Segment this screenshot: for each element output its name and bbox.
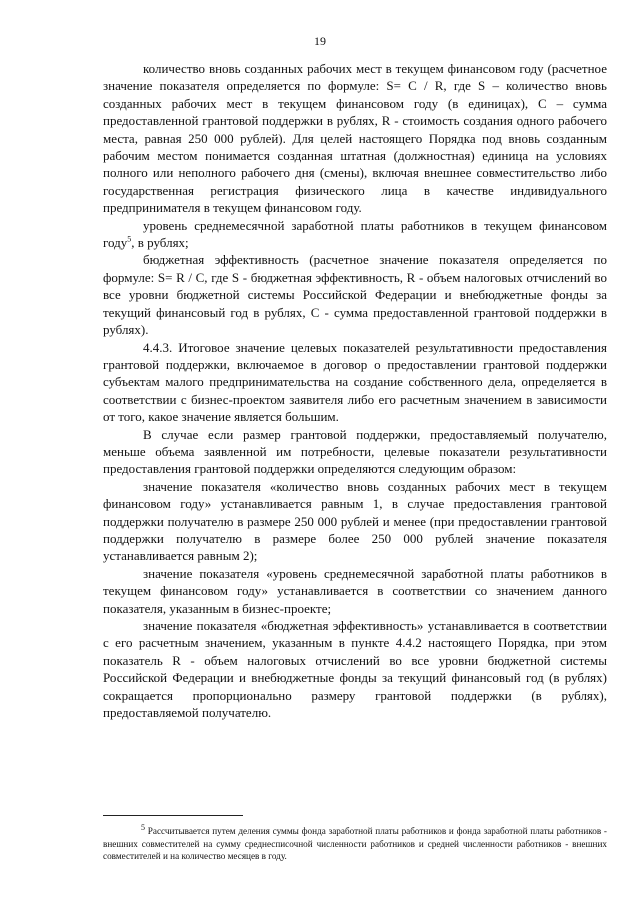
paragraph-text: 4.4.3. Итоговое значение целевых показателей результативности предоставления грантовой поддержки, включаемое в договор о предоставлении грантовой поддержки субъектам малого предпринимательства на создание собственного дела, определяется в соответствии с бизнес-проектом заявителя либо его расчетным значением в зависимости от того, какое значение является большим. [103, 339, 607, 425]
paragraph-jobs-value [103, 478, 607, 565]
body-text [103, 60, 607, 721]
paragraph-text: значение показателя «количество вновь созданных рабочих мест в текущем финансовом году» устанавливается равным 1, в случае предоставления грантовой поддержки получателю в размере 250 000 рублей и менее (при предоставлении грантовой поддержки получателю в размере более 250 000 рублей значение показателя устанавливается равным 2); [103, 478, 607, 564]
paragraph-section-4-4-3 [103, 339, 607, 426]
footnote-text: Рассчитывается путем деления суммы фонда заработной платы работников и фонда заработной платы работников - внешних совместителей на сумму среднесписочной численности работников и средней численности работников - внешних совместителей и на количество месяцев в году. [103, 826, 607, 862]
paragraph-budget-efficiency [103, 251, 607, 338]
paragraph-text: бюджетная эффективность (расчетное значение показателя определяется по формуле: S= R / C, где S - бюджетная эффективность, R - объем налоговых отчислений во все уровни бюджетной системы Российской Федерации и внебюджетные фонды за текущий финансовый год в рублях, C - сумма предоставленной грантовой поддержки в рублях). [103, 252, 607, 338]
paragraph-reduced-grant [103, 426, 607, 478]
footnote-paragraph [103, 822, 607, 863]
footnote-separator [103, 815, 243, 816]
paragraph-salary-value [103, 565, 607, 617]
paragraph-text: значение показателя «уровень среднемесячной заработной платы работников в текущем финансовом году» устанавливается в соответствии со значением данного показателя, указанным в бизнес-проекте; [103, 565, 607, 616]
paragraph-salary-indicator [103, 217, 607, 252]
page-number: 19 [314, 34, 326, 48]
paragraph-efficiency-value [103, 617, 607, 721]
footnote-marker: 5 [141, 822, 145, 832]
paragraph-text-after: , в рублях; [131, 235, 189, 251]
paragraph-text: В случае если размер грантовой поддержки, предоставляемый получателю, меньше объема заявленной им потребности, целевые показатели результативности предоставления грантовой поддержки определяются следующим образом: [103, 426, 607, 477]
paragraph-text: значение показателя «бюджетная эффективность» устанавливается в соответствии с его расчетным значением, указанным в пункте 4.4.2 настоящего Порядка, при этом показатель R - объем налоговых отчислений во все уровни бюджетной системы Российской Федерации и внебюджетные фонды за текущий финансовый год (в рублях) сокращается пропорционально размеру грантовой поддержки (в рублях), предоставляемой получателю. [103, 618, 607, 721]
paragraph-jobs-indicator [103, 60, 607, 217]
footnote-reference: 5 [127, 234, 132, 244]
paragraph-text: уровень среднемесячной заработной платы работников в текущем финансовом году [103, 217, 607, 251]
paragraph-text: количество вновь созданных рабочих мест в текущем финансовом году (расчетное значение показателя определяется по формуле: S= C / R, где S – количество вновь созданных рабочих мест в текущем финансовом году (в единицах), C – сумма предоставленной грантовой поддержки в рублях, R - стоимость создания одного рабочего места, равная 250 000 рублей). Для целей настоящего Порядка под вновь созданным рабочим местом понимается созданная штатная (должностная) единица на условиях полного или неполного рабочего дня (смены), включая внешнее совместительство либо государственная регистрация физического лица в качестве индивидуального предпринимателя в текущем финансовом году. [103, 61, 607, 216]
footnote [103, 822, 607, 863]
